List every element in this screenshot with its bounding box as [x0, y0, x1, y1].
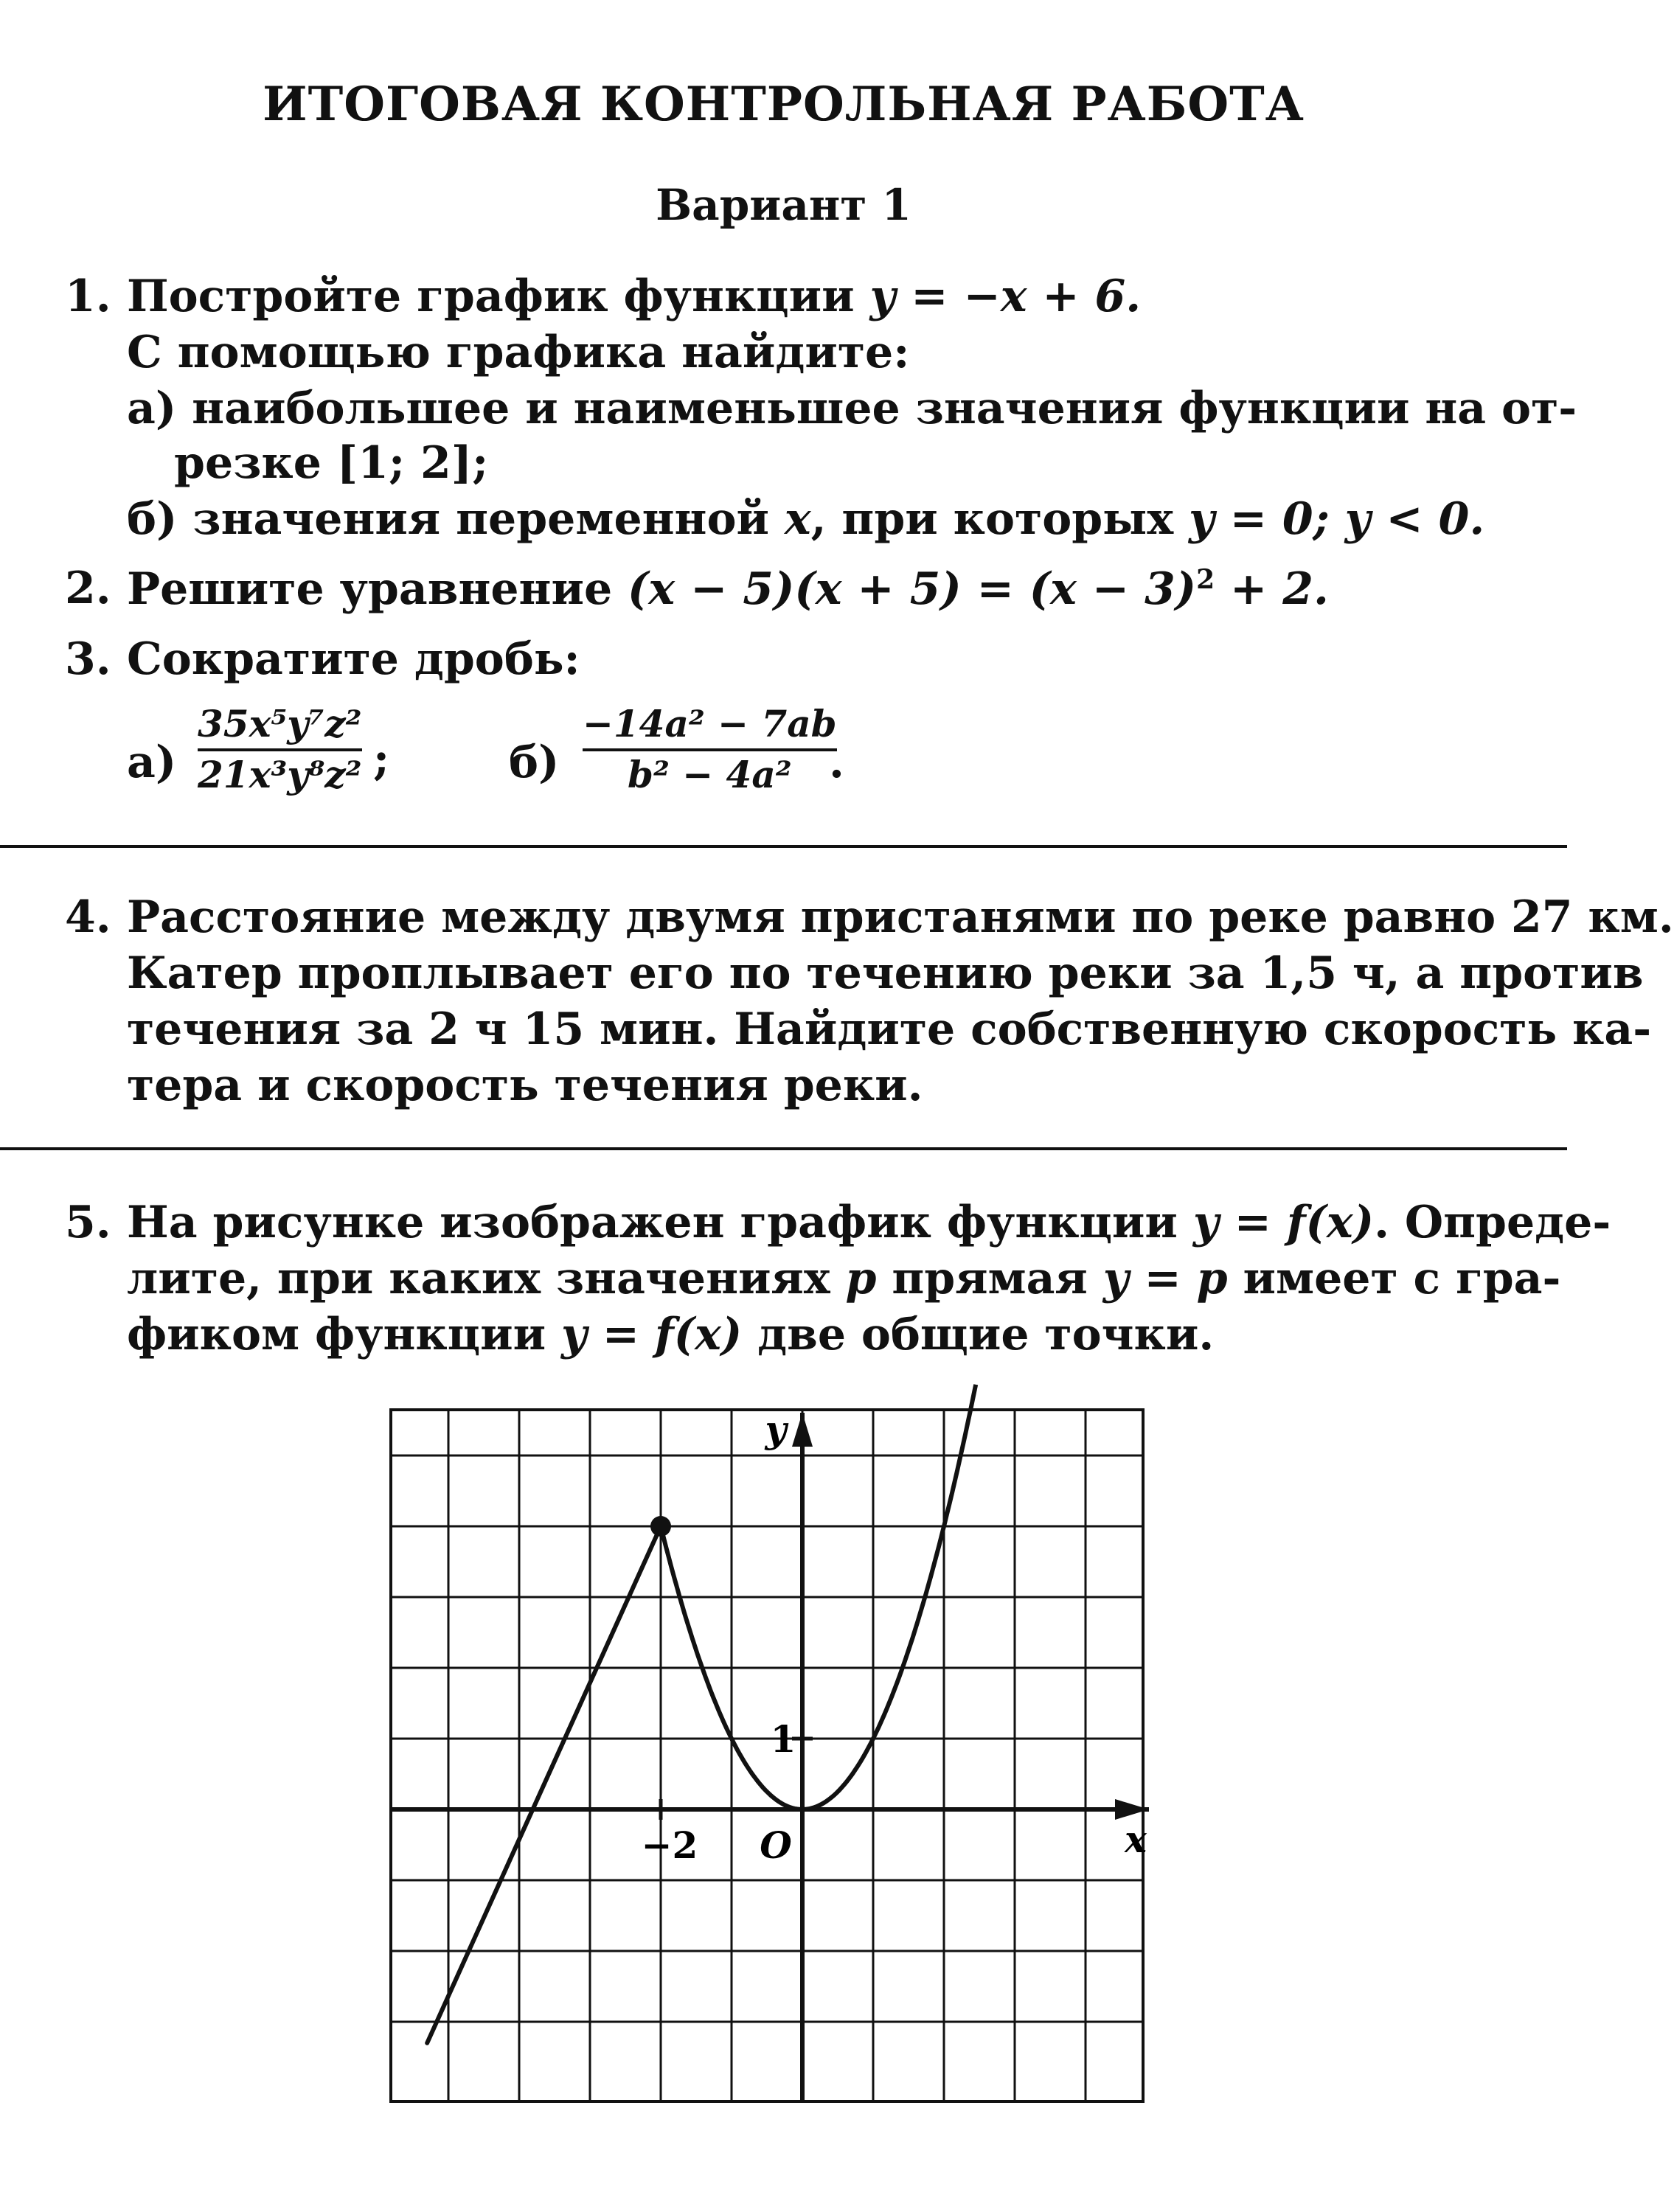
grid	[391, 1410, 1143, 2101]
tick-label-x-neg2: −2	[641, 1823, 698, 1867]
task1-formula: y = −x + 6.	[869, 271, 1142, 322]
task5-line1-formula: y = f(x)	[1192, 1197, 1375, 1248]
grid-frame	[391, 1410, 1143, 2101]
x-axis-label: x	[1125, 1818, 1147, 1861]
task1-line1-text: Постройте график функции	[127, 271, 870, 322]
task3-a-tail: ;	[373, 734, 390, 785]
task3-b-tail: .	[829, 737, 844, 788]
task5-line3-text2: две общие точки.	[742, 1309, 1215, 1360]
task5-line3-formula: y = f(x)	[560, 1309, 743, 1360]
curves	[427, 1385, 976, 2043]
task1-a-line2: резке [1; 2];	[174, 437, 489, 489]
task3-a-numerator: 35x⁵y⁷z²	[198, 702, 362, 745]
task5-line2-p: p	[845, 1253, 877, 1304]
task3-number: 3.	[65, 633, 111, 685]
task3-a-denominator: 21x³y⁸z²	[198, 752, 362, 796]
task3-a-label: а)	[127, 737, 177, 788]
origin-label: O	[760, 1823, 792, 1867]
y-axis-arrow	[792, 1413, 813, 1447]
task1-b-var: x	[784, 493, 811, 545]
task1-a-line1: а) наибольшее и наименьшее значения функции на от-	[127, 383, 1577, 434]
task5-number: 5.	[65, 1197, 111, 1248]
page-title: ИТОГОВАЯ КОНТРОЛЬНАЯ РАБОТА	[263, 77, 1305, 132]
task5-line2-text1: лите, при каких значениях	[127, 1253, 846, 1304]
y-axis-label: y	[765, 1408, 787, 1451]
linear-segment	[427, 1526, 661, 2043]
task1-b-formula: y = 0; y < 0.	[1188, 493, 1485, 545]
task3-text: Сократите дробь:	[127, 633, 580, 685]
task2-exponent: 2	[1196, 564, 1215, 595]
task3-b-denominator: b² − 4a²	[627, 752, 792, 796]
task5-line1-tail: . Опреде-	[1374, 1197, 1611, 1248]
task5-line2-text3: имеет с гра-	[1227, 1253, 1561, 1304]
task3-b-numerator: −14a² − 7ab	[583, 702, 837, 745]
task1-b-prefix: б) значения переменной	[127, 493, 785, 545]
task2-text: Решите уравнение	[127, 563, 628, 615]
task4-line2: Катер проплывает его по течению реки за 1,5 ч, а против	[127, 947, 1644, 999]
task4-number: 4.	[65, 891, 111, 943]
graph-labels	[642, 1408, 1147, 1867]
task4-line3: течения за 2 ч 15 мин. Найдите собственную скорость ка-	[127, 1004, 1652, 1055]
variant-heading: Вариант 1	[656, 180, 911, 230]
task1-b-mid: , при которых	[810, 493, 1189, 545]
task1-number: 1.	[65, 271, 111, 322]
tick-label-y-1: 1	[770, 1717, 796, 1761]
task4-line1: Расстояние между двумя пристанями по реке равно 27 км.	[127, 891, 1674, 943]
task5-line2-formula: y = p	[1102, 1253, 1228, 1304]
task1-line2: С помощью графика найдите:	[127, 327, 910, 378]
task2-formula: (x − 5)(x + 5) = (x − 3)	[628, 563, 1197, 615]
marked-point	[650, 1516, 671, 1537]
task2-formula-tail: + 2.	[1215, 563, 1329, 615]
task5-line2-text2: прямая	[876, 1253, 1103, 1304]
task5-line3-text1: фиком функции	[127, 1309, 561, 1360]
task3-b-label: б)	[509, 737, 560, 788]
task4-line4: тера и скорость течения реки.	[127, 1060, 923, 1111]
task2-number: 2.	[65, 563, 111, 614]
task5-line1-text: На рисунке изображен график функции	[127, 1197, 1193, 1248]
